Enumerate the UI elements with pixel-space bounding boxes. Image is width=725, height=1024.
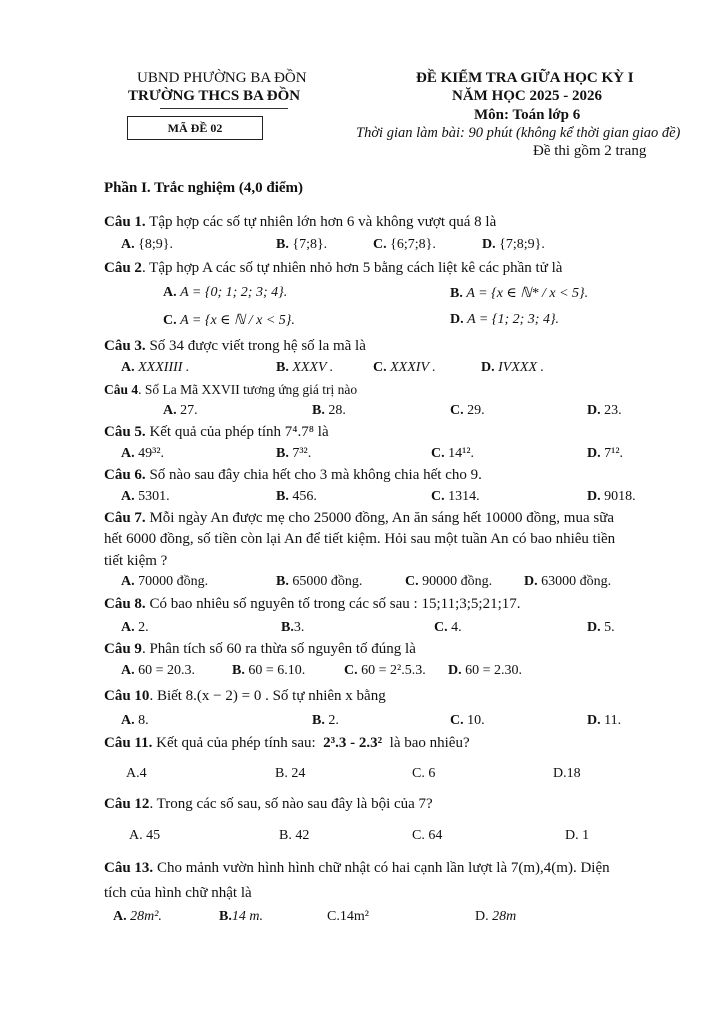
q4-option-d: D. 23. [587, 403, 622, 418]
q5-option-c: C. 14¹². [431, 446, 475, 461]
q7-option-d: D. 63000 đồng. [524, 574, 612, 589]
question-5 [104, 424, 329, 441]
q4-option-b: B. 28. [312, 403, 346, 418]
q2-option-c: C. A = {x ∈ ℕ / x < 5}. [163, 313, 295, 328]
exam-duration: Thời gian làm bài: 90 phút (không kể thời gian giao đề) [356, 125, 681, 141]
q8-option-d: D. 5. [587, 620, 615, 635]
school-year: NĂM HỌC 2025 - 2026 [452, 88, 602, 104]
q6-option-a: A. 5301. [121, 489, 170, 504]
q9-option-a: A. 60 = 20.3. [121, 663, 196, 678]
question-label: Câu 13. [104, 860, 154, 876]
school-authority: UBND PHƯỜNG BA ĐỒN [137, 70, 307, 86]
q2-option-a: A. A = {0; 1; 2; 3; 4}. [163, 285, 288, 300]
q7-option-a: A. 70000 đồng. [121, 574, 209, 589]
q11-option-d: D.18 [553, 766, 581, 781]
q1-option-b: B. {7;8}. [276, 237, 328, 252]
question-text: Kết quả của phép tính 7⁴.7⁸ là [149, 424, 329, 440]
question-7-line3: tiết kiệm ? [104, 553, 168, 569]
question-13-line2: tích của hình chữ nhật là [104, 885, 252, 901]
q11-option-b: B. 24 [275, 766, 306, 781]
q6-option-c: C. 1314. [431, 489, 480, 504]
q12-option-b: B. 42 [279, 828, 310, 843]
q8-option-c: C. 4. [434, 620, 462, 635]
question-12 [104, 796, 433, 813]
q13-option-d: D. 28m [475, 909, 517, 924]
q9-option-c: C. 60 = 2².5.3. [344, 663, 426, 678]
question-label: Câu 3. [104, 338, 146, 354]
question-text: Có bao nhiêu số nguyên tố trong các số sau : 15;11;3;5;21;17. [149, 596, 521, 612]
question-11 [104, 735, 470, 752]
q8-option-a: A. 2. [121, 620, 149, 635]
question-text: . Trong các số sau, số nào sau đây là bội của 7? [149, 796, 433, 812]
question-text: . Tập hợp A các số tự nhiên nhỏ hơn 5 bằng cách liệt kê các phần tử là [141, 260, 563, 276]
question-text: . Phân tích số 60 ra thừa số nguyên tố đúng là [141, 641, 416, 657]
question-8 [104, 596, 521, 613]
header-underline [160, 108, 288, 109]
question-label: Câu 10 [104, 688, 150, 704]
q7-option-c: C. 90000 đồng. [405, 574, 493, 589]
q10-option-c: C. 10. [450, 713, 485, 728]
q4-option-c: C. 29. [450, 403, 485, 418]
q9-option-b: B. 60 = 6.10. [232, 663, 306, 678]
q13-option-b: B.14 m. [219, 909, 263, 924]
q3-option-c: C. XXXIV . [373, 360, 436, 375]
question-text: Tập hợp các số tự nhiên lớn hơn 6 và không vượt quá 8 là [149, 214, 497, 230]
question-label: Câu 6. [104, 467, 146, 483]
q3-option-b: B. XXXV . [276, 360, 334, 375]
exam-code-box: MÃ ĐỀ 02 [127, 116, 263, 140]
question-7-line2: hết 6000 đồng, số tiền còn lại An để tiết kiệm. Hỏi sau một tuần An có bao nhiêu tiền [104, 531, 616, 547]
school-name: TRƯỜNG THCS BA ĐỒN [128, 88, 301, 104]
q10-option-a: A. 8. [121, 713, 149, 728]
question-label: Câu 1. [104, 214, 146, 230]
question-1 [104, 214, 496, 231]
question-4 [104, 382, 357, 398]
question-text: Số 34 được viết trong hệ số la mã là [149, 338, 366, 354]
q11-option-c: C. 6 [412, 766, 436, 781]
question-label: Câu 12 [104, 796, 150, 812]
q4-option-a: A. 27. [163, 403, 198, 418]
section-title: Phần I. Trắc nghiệm (4,0 điểm) [104, 180, 304, 196]
question-label: Câu 11. [104, 735, 153, 751]
q12-option-d: D. 1 [565, 828, 590, 843]
q8-option-b: B.3. [281, 620, 305, 635]
q12-option-c: C. 64 [412, 828, 443, 843]
q1-option-a: A. {8;9}. [121, 237, 173, 252]
q5-option-a: A. 49³². [121, 446, 165, 461]
q6-option-b: B. 456. [276, 489, 317, 504]
question-label: Câu 8. [104, 596, 146, 612]
question-label: Câu 4 [104, 382, 139, 397]
question-text: Mỗi ngày An được mẹ cho 25000 đồng, An ăn sáng hết 10000 đồng, mua sữa [149, 510, 614, 526]
q5-option-d: D. 7¹². [587, 446, 624, 461]
q13-option-c: C.14m² [327, 909, 369, 924]
q9-option-d: D. 60 = 2.30. [448, 663, 523, 678]
question-text: Kết quả của phép tính sau: [156, 735, 316, 751]
q10-option-b: B. 2. [312, 713, 339, 728]
q1-option-c: C. {6;7;8}. [373, 237, 436, 252]
question-10 [104, 688, 386, 705]
q10-option-d: D. 11. [587, 713, 622, 728]
subject: Môn: Toán lớp 6 [474, 107, 581, 123]
q13-option-a: A. 28m². [113, 909, 162, 924]
question-7 [104, 510, 614, 527]
page-count-note: Đề thi gồm 2 trang [533, 143, 647, 159]
q12-option-a: A. 45 [129, 828, 161, 843]
question-label: Câu 5. [104, 424, 146, 440]
question-text: . Biết 8.(x − 2) = 0 . Số tự nhiên x bằng [149, 688, 386, 704]
exam-title: ĐỀ KIỂM TRA GIỮA HỌC KỲ I [416, 70, 634, 86]
q2-option-d: D. A = {1; 2; 3; 4}. [450, 312, 560, 327]
question-label: Câu 9 [104, 641, 142, 657]
question-label: Câu 7. [104, 510, 146, 526]
question-9 [104, 641, 416, 658]
question-6 [104, 467, 482, 484]
question-text: Số nào sau đây chia hết cho 3 mà không chia hết cho 9. [149, 467, 482, 483]
question-expression: 2³.3 - 2.3² [323, 735, 383, 751]
question-2 [104, 260, 562, 277]
question-text: . Số La Mã XXVII tương ứng giá trị nào [138, 382, 358, 397]
q1-option-d: D. {7;8;9}. [482, 237, 545, 252]
question-text-after: là bao nhiêu? [389, 735, 470, 751]
q7-option-b: B. 65000 đồng. [276, 574, 363, 589]
q6-option-d: D. 9018. [587, 489, 636, 504]
q3-option-a: A. XXXIIII . [121, 360, 190, 375]
q5-option-b: B. 7³². [276, 446, 312, 461]
q11-option-a: A.4 [126, 766, 147, 781]
q2-option-b: B. A = {x ∈ ℕ* / x < 5}. [450, 286, 589, 301]
q3-option-d: D. IVXXX . [481, 360, 544, 375]
question-13 [104, 860, 610, 877]
question-3 [104, 338, 366, 355]
question-text: Cho mảnh vườn hình hình chữ nhật có hai cạnh lần lượt là 7(m),4(m). Diện [156, 860, 610, 876]
question-label: Câu 2 [104, 260, 142, 276]
